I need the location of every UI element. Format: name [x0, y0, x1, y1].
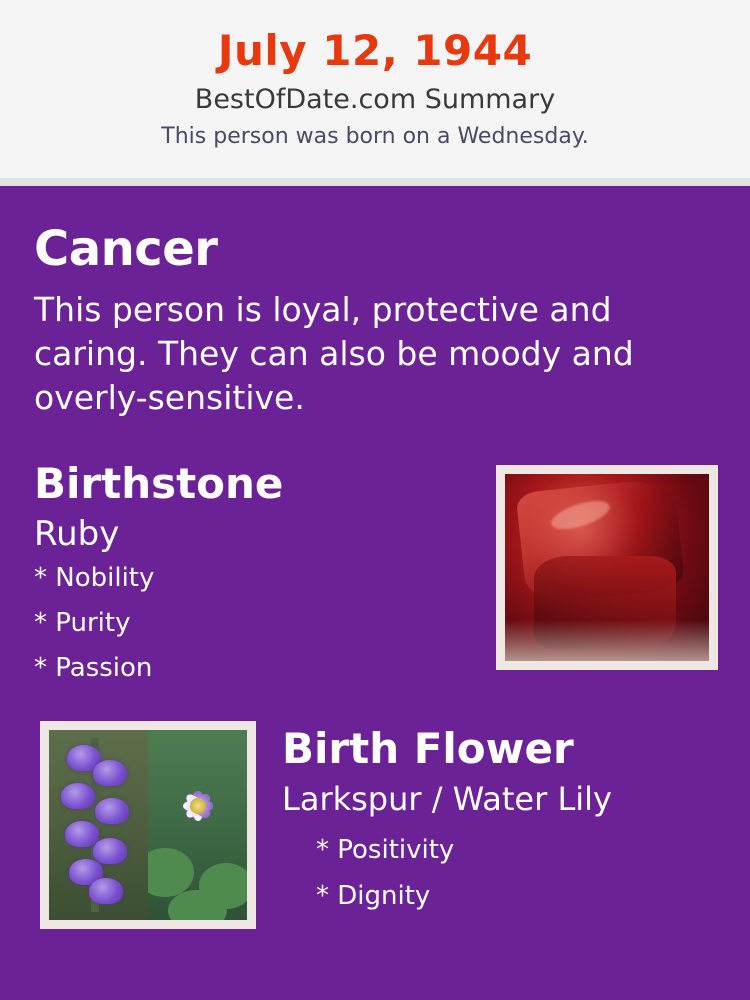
- birth-flower-section: [34, 721, 716, 936]
- header: [0, 0, 750, 178]
- birth-flower-text: [282, 721, 716, 919]
- birthstone-trait: * Purity: [34, 608, 131, 638]
- zodiac-sign-title: Cancer: [34, 221, 218, 277]
- larkspur-photo-icon: [49, 730, 148, 920]
- birthstone-trait: * Nobility: [34, 563, 155, 593]
- birth-flower-image: [40, 721, 256, 929]
- birthstone-section: [34, 458, 716, 691]
- content-body: [0, 220, 750, 936]
- birth-day-note: This person was born on a Wednesday.: [161, 124, 589, 149]
- birth-flower-title: Birth Flower: [282, 724, 574, 773]
- zodiac-description: This person is loyal, protective and caring. They can also be moody and overly-sensitive.: [34, 290, 634, 417]
- birthstone-title: Birthstone: [34, 459, 284, 508]
- birthstone-trait: * Passion: [34, 653, 153, 683]
- birth-flower-trait: * Positivity: [316, 835, 455, 865]
- birth-flower-trait: * Dignity: [316, 881, 431, 911]
- ruby-gemstone-icon: [505, 474, 709, 661]
- header-divider: [0, 178, 750, 186]
- page-title: July 12, 1944: [217, 26, 533, 75]
- birthstone-name: Ruby: [34, 514, 120, 554]
- site-summary-label: BestOfDate.com Summary: [194, 84, 556, 115]
- birthstone-image: [496, 465, 718, 670]
- birth-flower-name: Larkspur / Water Lily: [282, 780, 612, 818]
- water-lily-photo-icon: [148, 730, 247, 920]
